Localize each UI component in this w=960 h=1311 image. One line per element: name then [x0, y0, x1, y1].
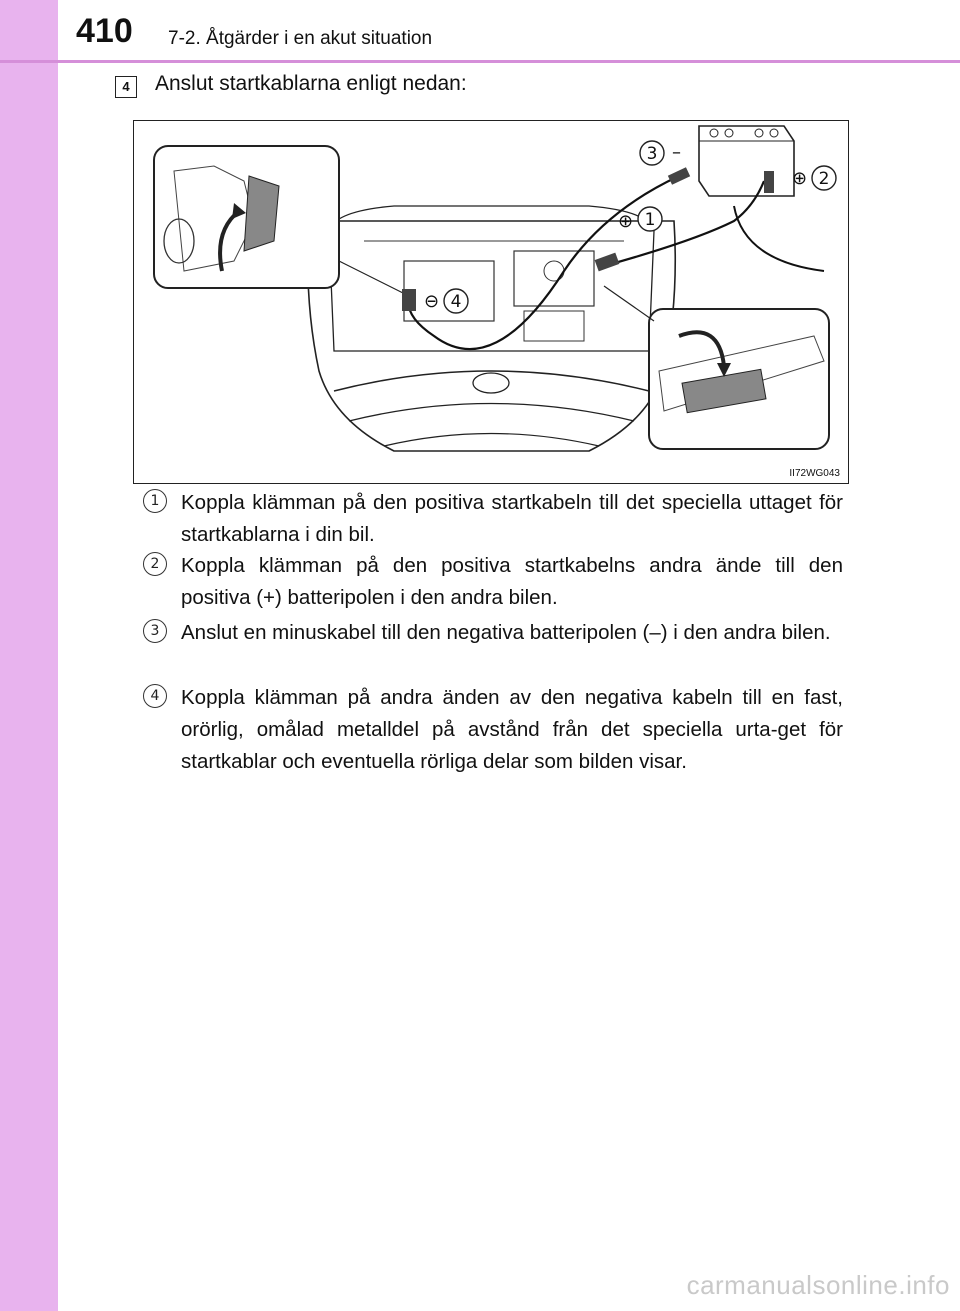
item-number: 3 [143, 619, 167, 643]
item-number: 2 [143, 552, 167, 576]
battery [699, 126, 794, 196]
clamp-1 [595, 253, 620, 272]
engine-cover [514, 251, 594, 306]
jump-start-illustration [133, 120, 849, 484]
illustration-drawing [134, 121, 848, 483]
svg-text:–: – [672, 142, 681, 163]
callout-4-label: 4 [450, 292, 462, 312]
clamp-2 [764, 171, 774, 193]
negative-cable [408, 176, 679, 349]
step-text: Anslut startkablarna enligt nedan: [155, 72, 467, 95]
page-side-tab [0, 0, 58, 1311]
front-grille [334, 371, 649, 391]
fuse-box [524, 311, 584, 341]
figure-code: II72WG043 [789, 468, 840, 479]
clamp-4 [402, 289, 416, 311]
car-body [308, 221, 676, 451]
callout-2 [792, 166, 836, 190]
callout-3-label: 3 [646, 144, 658, 164]
item-text: Koppla klämman på den positiva startkabeln till det speciella uttaget för startkablarna i din bil. [181, 491, 843, 546]
callout-4 [424, 289, 468, 313]
header-rule [0, 60, 960, 63]
page-number: 410 [76, 12, 133, 50]
car-hood-opening [329, 206, 654, 351]
callout-3 [640, 141, 681, 165]
positive-cable-b [734, 206, 824, 271]
watermark: carmanualsonline.info [686, 1270, 950, 1300]
item-number: 1 [143, 489, 167, 513]
item-number: 4 [143, 684, 167, 708]
callout-2-sign: ⊕ [792, 168, 808, 189]
item-text: Koppla klämman på andra änden av den negativa kabeln till en fast, orörlig, omålad metalldel på avstånd från det speciella urta-get för startkablar och eventuella rörliga delar som bilden visar. [181, 686, 843, 773]
callout-1-label: 1 [644, 210, 656, 230]
engine-cap [544, 261, 564, 281]
callout-2-label: 2 [818, 169, 830, 189]
item-text: Anslut en minuskabel till den negativa batteripolen (–) i den andra bilen. [181, 621, 831, 644]
section-title: 7-2. Åtgärder i en akut situation [168, 28, 433, 49]
emblem [473, 373, 509, 393]
callout-1 [618, 207, 662, 232]
step-number-box: 4 [115, 76, 137, 98]
callout-1-sign: ⊕ [618, 211, 634, 232]
item-text: Koppla klämman på den positiva startkabelns andra ände till den positiva (+) batteripolen i den andra bilen. [181, 554, 843, 609]
clamp-3 [668, 167, 690, 185]
callout-4-sign: ⊖ [424, 291, 440, 312]
